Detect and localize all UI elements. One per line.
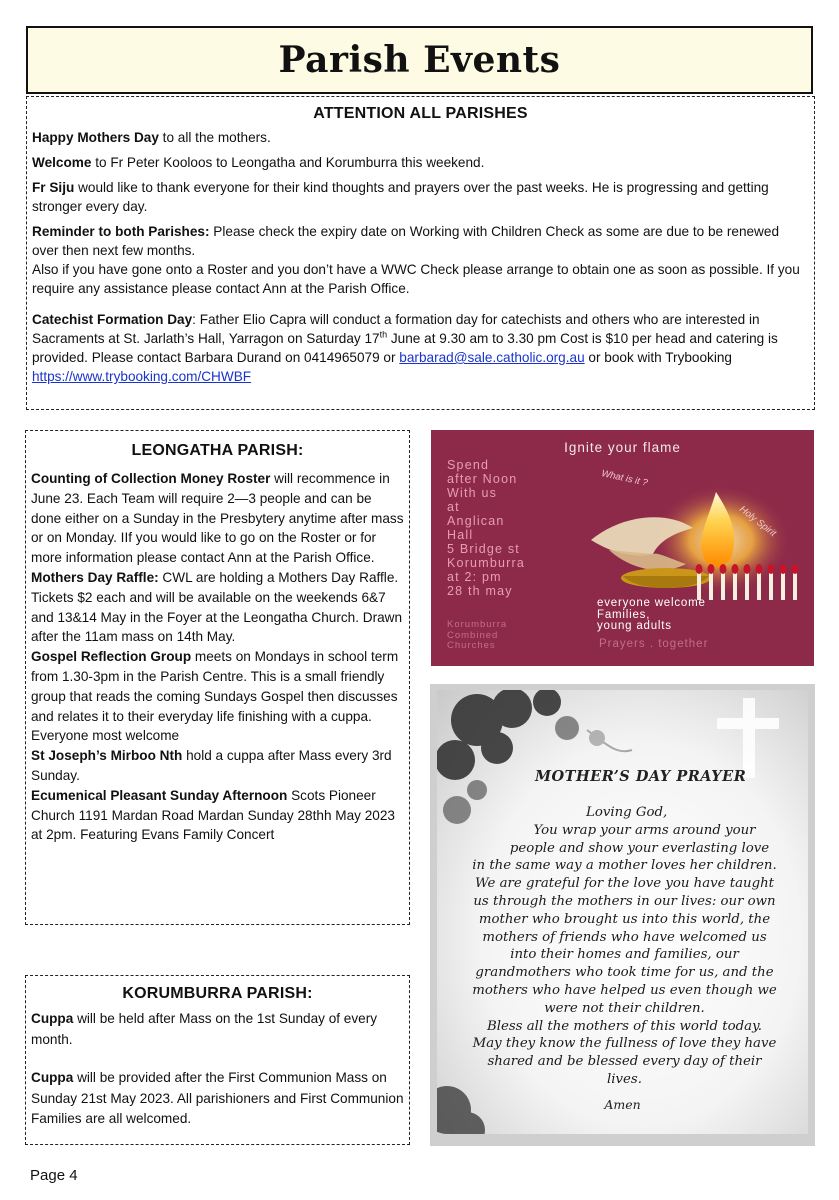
reminder-notice [32,222,809,260]
catechist-sup: th [379,329,388,340]
welcome-notice [32,153,809,172]
prayer-line: mothers who have helped us even though we [472,982,777,998]
st-joseph-notice [31,746,404,786]
flyer-welcome-line: everyone welcome [597,597,706,609]
prayer-line: us through the mothers in our lives: our own [473,893,776,909]
cross-icon [717,698,779,778]
prayer-line: Bless all the mothers of this world today. [486,1018,763,1034]
cuppa-monthly-bold: Cuppa [31,1011,74,1026]
mothers-day-notice [32,128,809,147]
st-joseph-text: hold a cuppa after Mass every 3rd Sunday. [31,748,392,783]
prayer-line: You wrap your arms around your [533,822,756,838]
flyer-churches [447,620,507,652]
flyer-detail-line: after Noon [447,472,518,486]
flyer-prayers-together: Prayers . together [599,638,709,650]
flyer-detail-line: With us [447,486,498,500]
korumburra-heading: KORUMBURRA PARISH: [122,985,313,1002]
welcome-text: to Fr Peter Kooloos to Leongatha and Korumburra this weekend. [91,155,485,170]
prayer-line: mothers of friends who have welcomed us [482,929,767,945]
prayer-line: grandmothers who took time for us, and the [475,965,774,981]
counting-roster-notice [31,469,404,568]
mothers-day-bold: Happy Mothers Day [32,130,159,145]
prayer-line: Loving God, [586,805,668,820]
reminder-bold: Reminder to both Parishes: [32,224,210,239]
prayer-line: people and show your everlasting love [509,840,770,856]
flyer-church-line: Combined [447,629,499,641]
cuppa-communion-notice [31,1068,404,1130]
gospel-group-bold: Gospel Reflection Group [31,649,192,665]
flyer-detail-line: Anglican [447,514,505,528]
counting-roster-bold: Counting of Collection Money Roster [31,471,271,486]
reminder-text: Please check the expiry date on Working with Children Check as some are due to be renewed over then next few months. [32,224,779,258]
wwc-roster-notice: Also if you have gone onto a Roster and you don’t have a WWC Check please arrange to obtain one as soon as possible. If you require any assistance please contact Ann at the Parish Office. [32,262,800,296]
flyer-event-details [447,458,525,598]
catechist-text: : Father Elio Capra will conduct a formation day for catechists and others who are interested in Sacraments at St. Jarlath’s Hall, Yarragon on Saturday 17 [32,312,760,346]
catechist-email-link[interactable]: barbarad@sale.catholic.org.au [399,350,585,365]
page-title: Parish Events [278,39,561,81]
ecumenical-text: Scots Pioneer Church 1191 Mardan Road Mardan Sunday 28thh May 2023 at 2pm. Featuring Evans Family Concert [31,787,395,843]
mothers-day-prayer-card [430,684,815,1146]
flyer-headline: Ignite your flame [564,440,681,455]
catechist-text-2: June at 9.30 am to 3.30 pm Cost is $10 per head and catering is provided. Please contact Barbara Durand on 0414965079 or [32,331,778,365]
flyer-church-line: Churches [447,640,496,651]
gospel-group-notice [31,647,404,746]
prayer-text [438,804,811,1089]
flyer-what-is-it: What is it ? [600,468,649,489]
flyer-church-line: Korumburra [447,619,508,630]
flyer-detail-line: Korumburra [447,556,525,570]
title-banner [26,26,813,94]
ecumenical-bold: Ecumenical Pleasant Sunday Afternoon [31,787,288,803]
prayer-line: May they know the fullness of love they have [472,1036,777,1052]
fr-siju-bold: Fr Siju [32,180,75,195]
flower-icon [437,690,561,780]
raffle-notice [31,568,404,647]
flyer-detail-line: at [447,500,460,514]
prayer-title: MOTHER’S DAY PRAYER [535,768,747,785]
flyer-welcome [597,598,706,633]
attention-heading: ATTENTION ALL PARISHES [313,105,528,122]
attention-section [26,96,815,410]
gospel-group-text: meets on Mondays in school term from 1.30-3pm in the Parish Centre. This is a small friendly group that reads the coming Sundays Gospel then discusses and relates it to their everyday life finishing with a cuppa. Everyone most welcome [31,649,399,744]
flyer-holy-spirit: Holy Spirit [737,503,779,540]
trybooking-link[interactable]: https://www.trybooking.com/CHWBF [32,369,252,384]
cuppa-communion-text: will be provided after the First Communion Mass on Sunday 21st May 2023. All parishioners and First Communion Families are all welcomed. [31,1070,404,1126]
catechist-notice [32,310,809,386]
raffle-bold: Mothers Day Raffle: [31,569,159,585]
leongatha-heading: LEONGATHA PARISH: [131,442,304,459]
flyer-welcome-line: young adults [597,620,672,632]
flyer-detail-line: at 2: pm [447,570,502,584]
page-number: Page 4 [30,1167,78,1184]
flyer-detail-line: Hall [447,528,474,542]
flyer-detail-line: 5 Bridge st [447,542,520,556]
cuppa-monthly-notice [31,1009,404,1050]
catechist-text-3: or book with Trybooking [584,350,732,365]
prayer-amen: Amen [604,1097,641,1112]
korumburra-section [25,975,410,1145]
prayer-line: mother who brought us into this world, the [478,911,771,927]
leongatha-section [25,430,410,925]
cuppa-communion-bold: Cuppa [31,1070,74,1085]
ignite-flame-flyer [431,430,814,666]
prayer-line: were not their children. [544,1000,705,1016]
ecumenical-notice [31,786,404,845]
mothers-day-text: to all the mothers. [158,130,271,145]
fr-siju-text: would like to thank everyone for their kind thoughts and prayers over the past weeks. He is progressing and getting stronger every day. [32,180,769,214]
flyer-welcome-line: Families, [597,608,651,621]
raffle-text: CWL are holding a Mothers Day Raffle. Tickets $2 each and will be available on the weekends 6&7 and 13&14 May in the Foyer at the Leongatha Church. Drawn after the 11am mass on 14th May. [31,569,403,645]
flyer-detail-line: 28 th may [447,584,513,598]
st-joseph-bold: St Joseph’s Mirboo Nth [31,748,183,764]
catechist-bold: Catechist Formation Day [32,312,193,327]
flyer-detail-line: Spend [447,458,490,472]
counting-roster-text: will recommence in June 23. Each Team will require 2—3 people and can be done either on a Sunday in the Presbytery anytime after mass or on Monday. IIf you would like to go on the Roster or for more information please contact Ann at the Parish Office. [31,471,404,566]
prayer-line: into their homes and families, our [510,947,739,963]
prayer-line: We are grateful for the love you have taught [474,876,775,892]
prayer-line: shared and be blessed every day of their [487,1054,762,1070]
prayer-line: in the same way a mother loves her children. [472,858,777,874]
prayer-line: lives. [607,1071,642,1087]
welcome-bold: Welcome [32,155,92,170]
fr-siju-notice [32,178,809,216]
cuppa-monthly-text: will be held after Mass on the 1st Sunday of every month. [31,1011,378,1047]
